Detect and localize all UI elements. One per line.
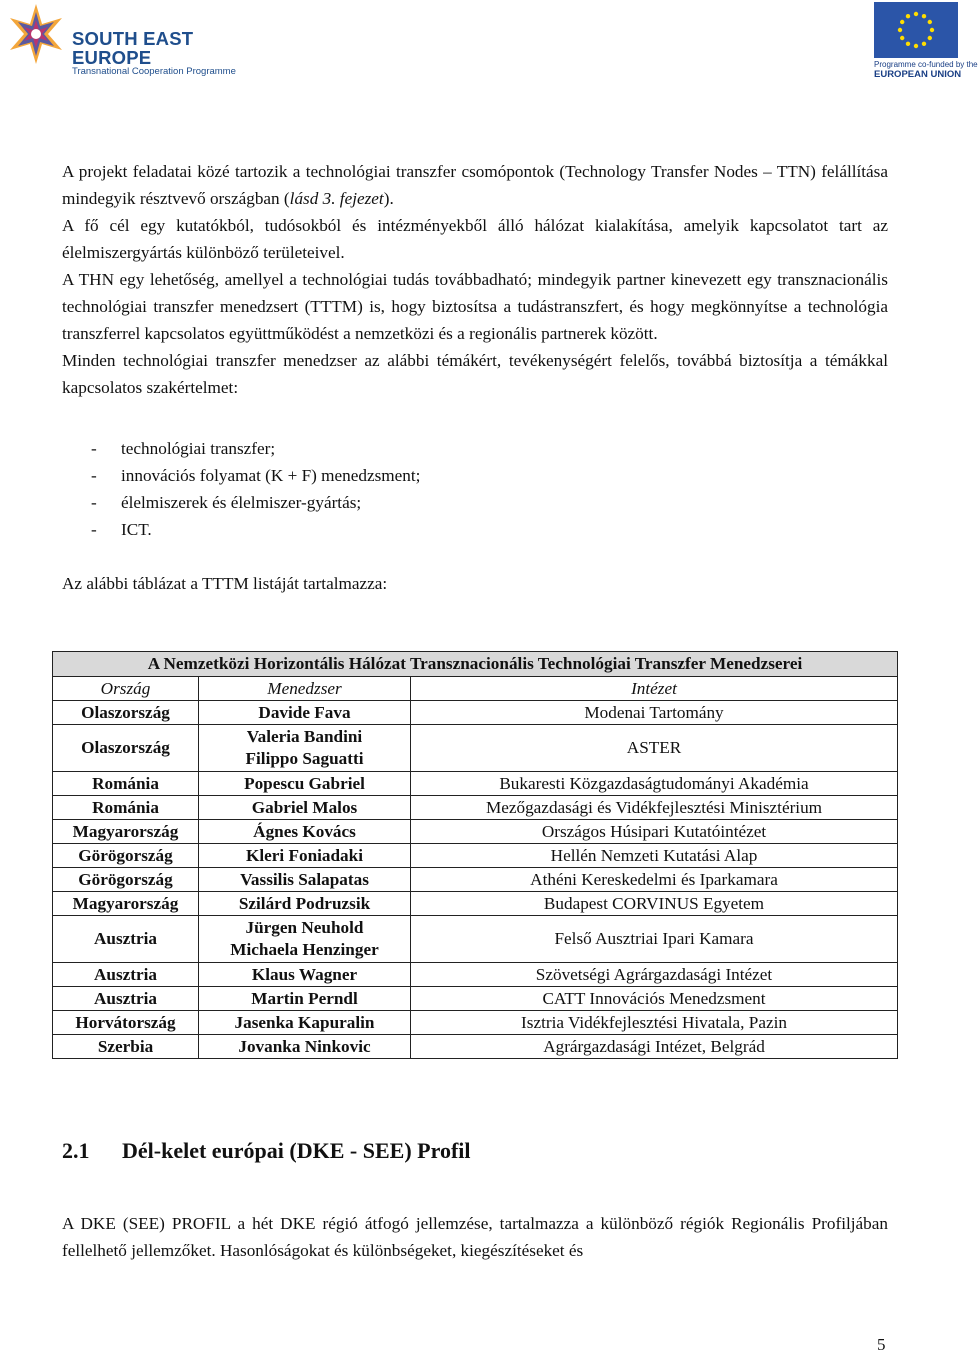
table-row: Olaszország Davide Fava Modenai Tartomány [53,701,898,725]
column-header-institute: Intézet [411,677,898,701]
chapter-reference: lásd 3. fejezet [289,189,384,208]
list-item: - ICT. [91,520,152,539]
list-item: - technológiai transzfer; [91,439,276,458]
eu-flag-icon [874,2,958,58]
logo-line-europe: EUROPE [72,47,152,68]
eu-caption-union: EUROPEAN UNION [874,69,962,80]
section-number: 2.1 [62,1138,90,1163]
paragraph-thn: A THN egy lehetőség, amellyel a technológiai tudás továbbadható; mindegyik partner kinevezett egy transznacionális technológiai transzfer menedzsert (TTTM) is, hogy biztosítsa a tudástranszfert, és hogy megkönnyítse a technológia transzferrel kapcsolatos együttműködést a nemzetközi és a regionális partnerek között. [62,270,888,343]
logo-line-programme: Transnational Cooperation Programme [72,66,236,77]
table-row: Magyarország Ágnes Kovács Országos Húsipari Kutatóintézet [53,820,898,844]
section-heading [62,1137,471,1165]
paragraph-see-profile: A DKE (SEE) PROFIL a hét DKE régió átfogó jellemzése, tartalmazza a különböző régiók Regionális Profiljában fellelhető jellemzőket. Hasonlóságokat és különbségeket, kiegészítéseket és [62,1214,888,1260]
table-intro: Az alábbi táblázat a TTTM listáját tartalmazza: [62,574,388,593]
table-title: A Nemzetközi Horizontális Hálózat Transznacionális Technológiai Transzfer Menedzserei [53,652,898,677]
document-body [62,158,888,597]
paragraph-main-goal: A fő cél egy kutatókból, tudósokból és intézményekből álló hálózat kialakítása, amelyik kapcsolatot tart az élelmiszergyártás különböző területeivel. [62,216,888,262]
eu-caption-cofunded: Programme co-funded by the [874,60,978,69]
table-row: Románia Gabriel Malos Mezőgazdasági és Vidékfejlesztési Minisztérium [53,796,898,820]
see-star-emblem-icon [4,2,68,66]
section-title: Dél-kelet európai (DKE - SEE) Profil [122,1138,471,1163]
tttm-table [52,651,898,1059]
eu-logo [874,2,978,80]
column-header-manager: Menedzser [199,677,411,701]
table-row: Horvátország Jasenka Kapuralin Isztria Vidékfejlesztési Hivatala, Pazin [53,1011,898,1035]
table-row: Ausztria Martin Perndl CATT Innovációs Menedzsment [53,987,898,1011]
table-row: Magyarország Szilárd Podruzsik Budapest CORVINUS Egyetem [53,892,898,916]
table-row: Ausztria Klaus Wagner Szövetségi Agrárgazdasági Intézet [53,963,898,987]
table-row: Szerbia Jovanka Ninkovic Agrárgazdasági Intézet, Belgrád [53,1035,898,1059]
paragraph-ttn-intro: A projekt feladatai közé tartozik a technológiai transzfer csomópontok (Technology Transfer Nodes – TTN) felállítása mindegyik résztvevő országban (lásd 3. fejezet). [62,162,888,208]
list-item: - élelmiszerek és élelmiszer-gyártás; [91,493,362,512]
column-header-country: Ország [53,677,199,701]
page-number: 5 [877,1335,886,1354]
logo-line-south-east: SOUTH EAST [72,28,194,49]
table-row: Görögország Vassilis Salapatas Athéni Kereskedelmi és Iparkamara [53,868,898,892]
table-row: Románia Popescu Gabriel Bukaresti Közgazdaságtudományi Akadémia [53,772,898,796]
south-east-europe-logo [4,2,236,78]
table-row: Olaszország Valeria Bandini Filippo Saguatti ASTER [53,725,898,772]
list-item: - innovációs folyamat (K + F) menedzsment; [91,466,421,485]
table-row: Görögország Kleri Foniadaki Hellén Nemzeti Kutatási Alap [53,844,898,868]
paragraph-manager-duties: Minden technológiai transzfer menedzser az alábbi témákért, tevékenységért felelős, továbbá biztosítja a témákkal kapcsolatos szakértelmet: [62,351,888,397]
topics-list [62,435,888,543]
table-row: Ausztria Jürgen Neuhold Michaela Henzinger Felső Ausztriai Ipari Kamara [53,916,898,963]
